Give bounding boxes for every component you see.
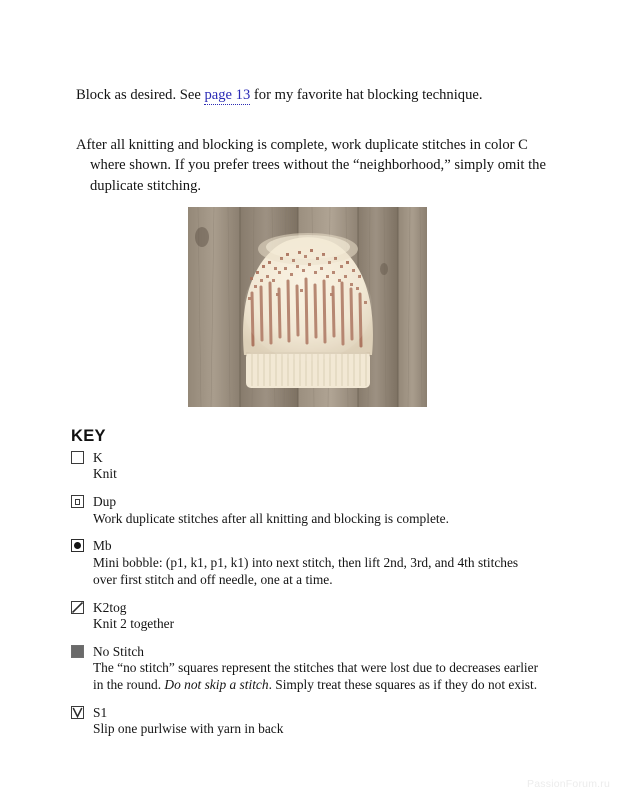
square-with-inner-square-icon xyxy=(71,495,84,508)
key-entry-s1 xyxy=(71,705,541,738)
filled-gray-square-icon xyxy=(71,645,84,658)
hat-photo-illustration xyxy=(188,207,427,407)
key-desc-knit: Knit xyxy=(93,466,117,482)
key-abbr-mb: Mb xyxy=(93,538,112,554)
empty-square-icon xyxy=(71,451,84,464)
square-with-v-icon xyxy=(71,706,84,719)
key-abbr-k2tog: K2tog xyxy=(93,599,127,615)
key-entry-knit xyxy=(71,450,541,483)
key-abbr-no-stitch: No Stitch xyxy=(93,643,144,659)
key-list xyxy=(71,450,541,749)
hat-photo xyxy=(188,207,427,407)
square-with-diagonal-icon xyxy=(71,601,84,614)
site-watermark: PassionForum.ru xyxy=(527,778,610,790)
key-abbr-knit: K xyxy=(93,450,103,465)
key-desc-dup: Work duplicate stitches after all knitting and blocking is complete. xyxy=(93,510,449,526)
key-desc-no-stitch-part2: . Simply treat these squares as if they do not exist. xyxy=(268,677,538,693)
paragraph-blocking-text-before: Block as desired. See xyxy=(76,86,205,103)
key-desc-no-stitch-emphasis: Do not skip a stitch xyxy=(164,677,269,693)
key-heading: KEY xyxy=(71,427,106,445)
paragraph-blocking-text-after: for my favorite hat blocking technique. xyxy=(250,86,483,103)
key-entry-mb xyxy=(71,538,541,588)
key-desc-no-stitch xyxy=(93,660,541,694)
key-desc-s1: Slip one purlwise with yarn in back xyxy=(93,721,284,737)
key-entry-k2tog xyxy=(71,600,541,633)
paragraph-duplicate-stitches: After all knitting and blocking is complete, work duplicate stitches in color C where shown. If you prefer trees without the “neighborhood,” simply omit the duplicate stitching. xyxy=(76,136,546,195)
square-with-filled-dot-icon xyxy=(71,539,84,552)
key-abbr-s1: S1 xyxy=(93,704,108,720)
page-13-link[interactable]: page 13 xyxy=(204,86,251,103)
key-entry-dup xyxy=(71,494,541,527)
key-desc-no-stitch-part1: The “no stitch” squares represent the stitches that were lost due to decreases earlier in the round. xyxy=(93,660,539,693)
key-desc-mb: Mini bobble: (p1, k1, p1, k1) into next stitch, then lift 2nd, 3rd, and 4th stitches over first stitch and off needle, one at a time. xyxy=(93,554,519,587)
paragraph-blocking xyxy=(76,85,548,106)
key-abbr-dup: Dup xyxy=(93,494,117,510)
key-desc-k2tog: Knit 2 together xyxy=(93,615,175,631)
key-entry-no-stitch xyxy=(71,644,541,694)
